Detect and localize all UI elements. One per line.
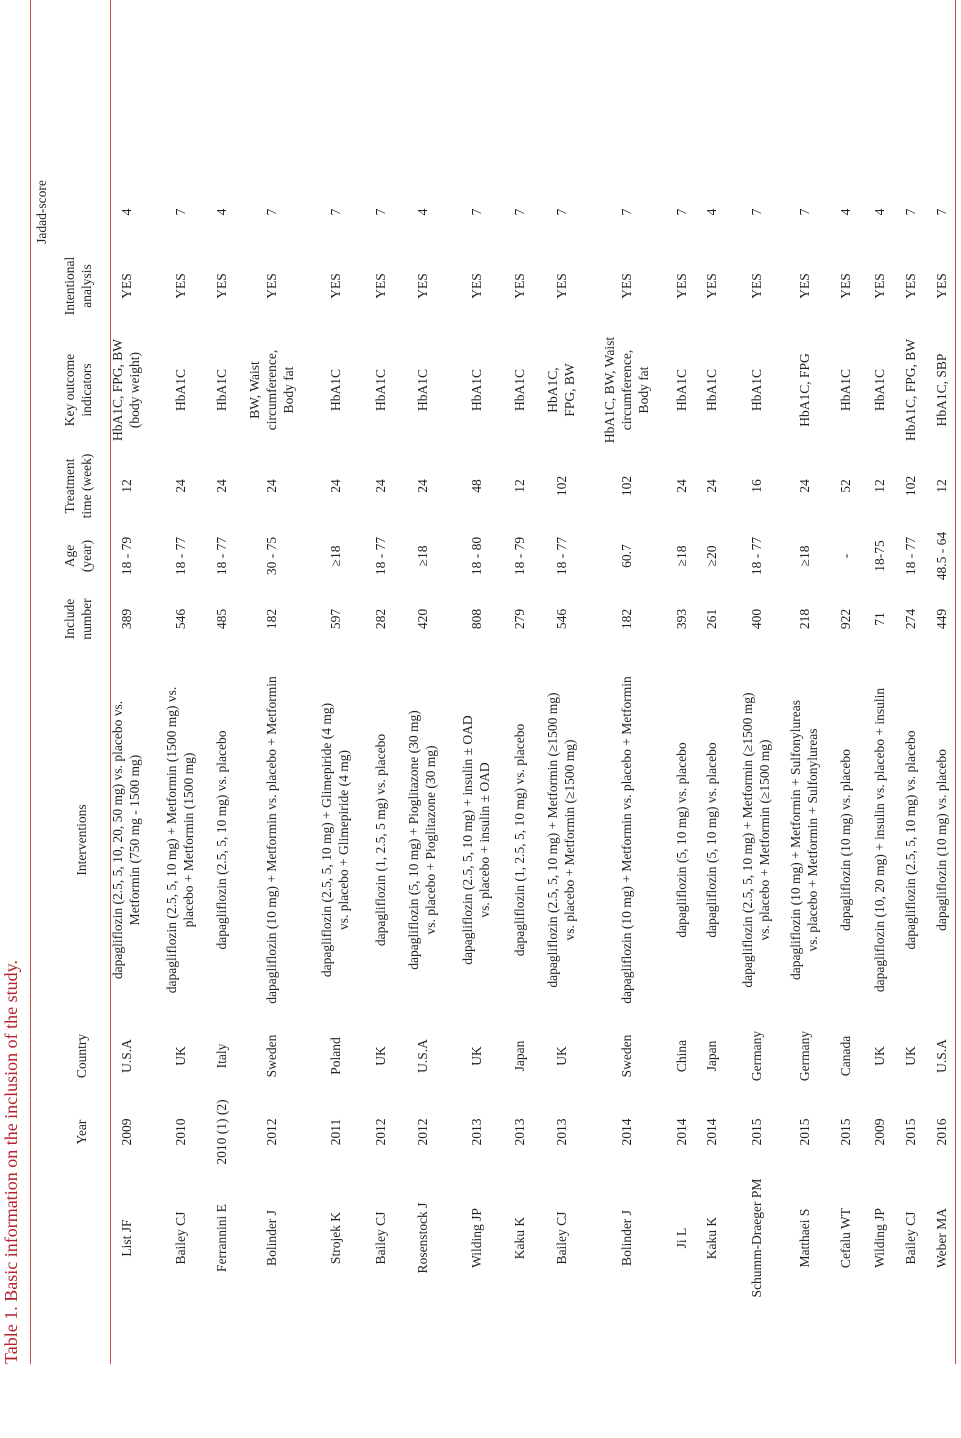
cell-key-outcome-line: HbA1C: [703, 369, 719, 412]
cell-key-outcome-line: HbA1C, FPG, BW: [110, 339, 125, 442]
cell-treatment-time: 24: [172, 479, 188, 493]
cell-treatment-time: 24: [372, 479, 388, 493]
cell-treatment-time: 52: [837, 479, 853, 493]
cell-age: 18-75: [871, 540, 887, 572]
cell-interventions-line: dapagliflozin (10 mg) + Metformin vs. placebo + Metformin: [263, 676, 279, 1004]
cell-intentional-analysis: YES: [263, 273, 279, 299]
cell-interventions-line: dapagliflozin (10, 20 mg) + insulin vs. placebo + insulin: [871, 687, 887, 993]
cell-jadad-score: 7: [618, 208, 634, 216]
cell-age: 18 - 77: [748, 536, 764, 576]
cell-country: Sweden: [618, 1034, 634, 1078]
cell-jadad-score: 4: [118, 208, 134, 216]
header-include-number-line: Include: [62, 598, 77, 640]
cell-treatment-time: 48: [468, 479, 484, 493]
cell-interventions-line: dapagliflozin (5, 10 mg) + Pioglitazone (30 mg): [406, 710, 421, 970]
cell-treatment-time: 24: [213, 479, 229, 493]
cell-include-number: 485: [213, 608, 229, 630]
cell-author: Bailey CJ: [902, 1211, 918, 1265]
cell-treatment-time: 24: [263, 479, 279, 493]
cell-intentional-analysis: YES: [213, 273, 229, 299]
cell-year: 2014: [618, 1118, 634, 1146]
cell-author: Bailey CJ: [553, 1211, 569, 1265]
cell-key-outcome-line: FPG, BW: [562, 363, 577, 417]
cell-treatment-time: 12: [511, 479, 527, 493]
cell-year: 2009: [871, 1118, 887, 1146]
cell-key-outcome-line: HbA1C, BW, Waist: [601, 336, 617, 444]
table-top-rule: [30, 0, 31, 1364]
cell-treatment-time: 24: [796, 479, 812, 493]
cell-key-outcome-line: Body fat: [280, 366, 296, 414]
cell-treatment-time: 24: [414, 479, 430, 493]
cell-treatment-time: 24: [327, 479, 343, 493]
cell-include-number: 393: [673, 608, 689, 630]
cell-intentional-analysis: YES: [673, 273, 689, 299]
header-treatment-time-line: time (week): [79, 453, 94, 519]
cell-intentional-analysis: YES: [796, 273, 812, 299]
cell-intentional-analysis: YES: [902, 273, 918, 299]
cell-country: Germany: [748, 1030, 764, 1082]
header-age-line: Age: [62, 544, 77, 568]
cell-treatment-time: 102: [553, 475, 569, 497]
cell-intentional-analysis: YES: [871, 273, 887, 299]
header-key-outcome-line: Key outcome: [62, 353, 77, 427]
cell-treatment-time: 102: [618, 475, 634, 497]
cell-interventions-line: dapagliflozin (2.5, 5, 10, 20, 50 mg) vs. placebo vs.: [110, 700, 125, 980]
cell-include-number: 597: [327, 608, 343, 630]
cell-jadad-score: 7: [511, 208, 527, 216]
cell-interventions-line: dapagliflozin (10 mg) vs. placebo: [837, 749, 853, 931]
header-year-line: Year: [73, 1119, 89, 1145]
cell-year: 2009: [118, 1118, 134, 1146]
cell-country: Sweden: [263, 1034, 279, 1078]
cell-jadad-score: 7: [748, 208, 764, 216]
cell-interventions-line: dapagliflozin (2.5, 5, 10 mg) + Metformin (1500 mg) vs.: [164, 686, 179, 994]
cell-interventions-line: dapagliflozin (2.5, 5, 10 mg) + Metformin (≥1500 mg): [740, 692, 755, 988]
cell-author: Bolinder J: [618, 1210, 634, 1266]
cell-jadad-score: 4: [414, 208, 430, 216]
cell-jadad-score: 4: [703, 208, 719, 216]
cell-key-outcome-line: (body weight): [127, 351, 142, 429]
cell-intentional-analysis: YES: [511, 273, 527, 299]
cell-author: Strojek K: [327, 1211, 343, 1265]
cell-age: 18 - 77: [213, 536, 229, 576]
cell-key-outcome-line: HbA1C, SBP: [933, 353, 949, 427]
cell-treatment-time: 12: [871, 479, 887, 493]
cell-country: UK: [468, 1046, 484, 1066]
header-interventions-line: Interventions: [73, 804, 89, 876]
cell-year: 2012: [263, 1118, 279, 1146]
cell-year: 2015: [837, 1118, 853, 1146]
cell-year: 2013: [468, 1118, 484, 1146]
cell-key-outcome-line: HbA1C: [748, 369, 764, 412]
cell-key-outcome-line: BW, Waist: [246, 361, 262, 419]
cell-jadad-score: 7: [372, 208, 388, 216]
cell-include-number: 282: [372, 608, 388, 630]
cell-author: Bailey CJ: [372, 1211, 388, 1265]
cell-interventions-line: dapagliflozin (1, 2.5, 5, 10 mg) vs. placebo: [511, 723, 527, 957]
cell-interventions-line: dapagliflozin (5, 10 mg) vs. placebo: [703, 742, 719, 938]
cell-age: 18 - 77: [172, 536, 188, 576]
cell-age: 48.5 - 64: [933, 531, 949, 581]
cell-key-outcome-line: HbA1C: [327, 369, 343, 412]
cell-year: 2016: [933, 1118, 949, 1146]
cell-country: Germany: [796, 1030, 812, 1082]
cell-age: 18 - 77: [553, 536, 569, 576]
cell-intentional-analysis: YES: [618, 273, 634, 299]
cell-author: Kaku K: [511, 1216, 527, 1260]
cell-author: Wilding JP: [468, 1208, 484, 1268]
cell-country: U.S.A: [118, 1039, 134, 1073]
cell-interventions-line: placebo + Metformin (1500 mg): [181, 752, 196, 928]
cell-interventions-line: dapagliflozin (1, 2.5, 5 mg) vs. placebo: [372, 733, 388, 947]
cell-intentional-analysis: YES: [327, 273, 343, 299]
cell-jadad-score: 7: [172, 208, 188, 216]
cell-include-number: 274: [902, 608, 918, 630]
cell-treatment-time: 16: [748, 479, 764, 493]
cell-year: 2012: [414, 1118, 430, 1146]
cell-key-outcome-line: HbA1C, FPG: [796, 353, 812, 427]
cell-intentional-analysis: YES: [933, 273, 949, 299]
cell-author: Bailey CJ: [172, 1211, 188, 1265]
cell-country: U.S.A: [933, 1039, 949, 1073]
cell-author: Cefalu WT: [837, 1207, 853, 1269]
cell-key-outcome-line: HbA1C: [372, 369, 388, 412]
cell-country: UK: [372, 1046, 388, 1066]
cell-interventions-line: vs. placebo + Metformin (≥1500 mg): [562, 739, 577, 941]
cell-include-number: 71: [871, 612, 887, 626]
cell-country: UK: [172, 1046, 188, 1066]
cell-include-number: 218: [796, 608, 812, 630]
cell-age: 18 - 77: [902, 536, 918, 576]
cell-country: UK: [553, 1046, 569, 1066]
cell-age: 18 - 77: [372, 536, 388, 576]
cell-key-outcome-line: Body fat: [635, 366, 651, 414]
cell-year: 2011: [327, 1118, 343, 1146]
cell-author: Ji L: [673, 1227, 689, 1249]
cell-author: Matthaei S: [796, 1208, 812, 1268]
cell-include-number: 449: [933, 608, 949, 630]
cell-treatment-time: 12: [118, 479, 134, 493]
header-include-number-line: number: [79, 598, 94, 640]
cell-author: Rosenstock J: [414, 1202, 430, 1274]
cell-age: ≥18: [673, 545, 689, 567]
cell-key-outcome-line: HbA1C: [414, 369, 430, 412]
cell-include-number: 922: [837, 608, 853, 630]
cell-jadad-score: 7: [263, 208, 279, 216]
cell-age: ≥20: [703, 545, 719, 567]
cell-key-outcome-line: circumference,: [618, 349, 634, 431]
cell-author: Kaku K: [703, 1216, 719, 1260]
cell-year: 2015: [902, 1118, 918, 1146]
cell-jadad-score: 4: [871, 208, 887, 216]
cell-interventions-line: vs. placebo + Metformin + Sulfonylureas: [805, 728, 820, 952]
cell-interventions-line: vs. placebo + insulin ± OAD: [477, 762, 492, 918]
cell-interventions-line: vs. placebo + Glimepiride (4 mg): [336, 749, 351, 931]
cell-intentional-analysis: YES: [468, 273, 484, 299]
cell-country: China: [673, 1039, 689, 1073]
cell-key-outcome-line: HbA1C, FPG, BW: [902, 339, 918, 442]
cell-intentional-analysis: YES: [748, 273, 764, 299]
cell-age: ≥18: [327, 545, 343, 567]
cell-interventions-line: vs. placebo + Pioglitazone (30 mg): [423, 745, 438, 935]
cell-include-number: 261: [703, 608, 719, 630]
cell-country: Italy: [213, 1043, 229, 1069]
cell-year: 2013: [511, 1118, 527, 1146]
cell-include-number: 389: [118, 608, 134, 630]
cell-treatment-time: 24: [673, 479, 689, 493]
cell-intentional-analysis: YES: [553, 273, 569, 299]
cell-interventions-line: dapagliflozin (2.5, 5, 10 mg) vs. placebo: [902, 730, 918, 950]
header-intentional-analysis-line: analysis: [79, 264, 94, 308]
cell-age: ≥18: [796, 545, 812, 567]
cell-age: ≥18: [414, 545, 430, 567]
cell-intentional-analysis: YES: [372, 273, 388, 299]
header-country-line: Country: [73, 1033, 89, 1079]
cell-include-number: 546: [172, 608, 188, 630]
cell-jadad-score: 7: [327, 208, 343, 216]
cell-interventions-line: dapagliflozin (10 mg) + Metformin vs. placebo + Metformin: [618, 676, 634, 1004]
cell-country: UK: [871, 1046, 887, 1066]
cell-intentional-analysis: YES: [703, 273, 719, 299]
cell-jadad-score: 7: [902, 208, 918, 216]
cell-country: Canada: [837, 1035, 853, 1077]
header-jadad-score: [33, 12, 50, 412]
cell-include-number: 182: [618, 608, 634, 630]
header-jadad-score-line: Jadad-score: [33, 180, 49, 244]
cell-treatment-time: 102: [902, 475, 918, 497]
cell-interventions-line: dapagliflozin (2.5, 5, 10 mg) + Metformin (≥1500 mg): [545, 692, 560, 988]
cell-country: UK: [902, 1046, 918, 1066]
cell-include-number: 808: [468, 608, 484, 630]
cell-key-outcome-line: HbA1C: [673, 369, 689, 412]
cell-interventions-line: vs. placebo + Metformin (≥1500 mg): [757, 739, 772, 941]
cell-key-outcome-line: HbA1C: [468, 369, 484, 412]
cell-intentional-analysis: YES: [172, 273, 188, 299]
cell-year: 2010 (1) (2): [213, 1099, 229, 1165]
cell-interventions-line: Metformin (750 mg - 1500 mg): [127, 754, 142, 926]
cell-jadad-score: 4: [837, 208, 853, 216]
header-treatment-time-line: Treatment: [62, 458, 77, 514]
table-bottom-rule: [955, 0, 956, 1364]
cell-treatment-time: 24: [703, 479, 719, 493]
cell-country: Japan: [511, 1040, 527, 1072]
cell-interventions-line: dapagliflozin (2.5, 5, 10 mg) + insulin ± OAD: [460, 715, 475, 965]
cell-age: -: [837, 553, 853, 559]
cell-include-number: 279: [511, 608, 527, 630]
cell-country: Poland: [327, 1037, 343, 1075]
cell-intentional-analysis: YES: [118, 273, 134, 299]
cell-intentional-analysis: YES: [837, 273, 853, 299]
cell-jadad-score: 7: [933, 208, 949, 216]
cell-jadad-score: 4: [213, 208, 229, 216]
cell-age: 18 - 79: [511, 536, 527, 576]
cell-jadad-score: 7: [796, 208, 812, 216]
header-age-line: (year): [79, 539, 94, 573]
cell-age: 18 - 79: [118, 536, 134, 576]
cell-key-outcome-line: HbA1C: [871, 369, 887, 412]
cell-country: Japan: [703, 1040, 719, 1072]
cell-year: 2015: [748, 1118, 764, 1146]
cell-interventions-line: dapagliflozin (10 mg) vs. placebo: [933, 749, 949, 931]
cell-age: 60.7: [618, 544, 634, 568]
cell-interventions-line: dapagliflozin (10 mg) + Metformin + Sulfonylureas: [788, 700, 803, 980]
cell-author: Bolinder J: [263, 1210, 279, 1266]
cell-author: Wilding JP: [871, 1208, 887, 1268]
cell-year: 2014: [703, 1118, 719, 1146]
cell-year: 2012: [372, 1118, 388, 1146]
cell-include-number: 420: [414, 608, 430, 630]
cell-include-number: 400: [748, 608, 764, 630]
table-caption: Table 1. Basic information on the inclusion of the study.: [1, 960, 21, 1364]
cell-interventions-line: dapagliflozin (5, 10 mg) vs. placebo: [673, 742, 689, 938]
cell-interventions-line: dapagliflozin (2.5, 5, 10 mg) + Glimepiride (4 mg): [319, 702, 334, 978]
header-key-outcome-line: indicators: [79, 363, 94, 417]
cell-include-number: 182: [263, 608, 279, 630]
cell-year: 2010: [172, 1118, 188, 1146]
cell-country: U.S.A: [414, 1039, 430, 1073]
cell-author: Schumm-Draeger PM: [748, 1178, 764, 1298]
header-intentional-analysis-line: Intentional: [62, 256, 77, 316]
cell-interventions-line: dapagliflozin (2.5, 5, 10 mg) vs. placebo: [213, 730, 229, 950]
cell-key-outcome-line: HbA1C,: [545, 367, 560, 413]
header-intentional-analysis: [61, 86, 95, 486]
cell-treatment-time: 12: [933, 479, 949, 493]
cell-jadad-score: 7: [673, 208, 689, 216]
cell-author: Ferrannini E: [213, 1204, 229, 1272]
cell-key-outcome-line: circumference,: [263, 349, 279, 431]
cell-intentional-analysis: YES: [414, 273, 430, 299]
cell-author: List JF: [118, 1219, 134, 1257]
cell-jadad-score: 7: [468, 208, 484, 216]
cell-age: 18 - 80: [468, 536, 484, 576]
cell-include-number: 546: [553, 608, 569, 630]
cell-key-outcome-line: HbA1C: [837, 369, 853, 412]
cell-year: 2014: [673, 1118, 689, 1146]
cell-year: 2015: [796, 1118, 812, 1146]
cell-key-outcome-line: HbA1C: [172, 369, 188, 412]
cell-key-outcome-line: HbA1C: [511, 369, 527, 412]
cell-jadad-score: 7: [553, 208, 569, 216]
cell-year: 2013: [553, 1118, 569, 1146]
cell-key-outcome-line: HbA1C: [213, 369, 229, 412]
cell-age: 30 - 75: [263, 536, 279, 576]
cell-author: Weber MA: [933, 1207, 949, 1269]
